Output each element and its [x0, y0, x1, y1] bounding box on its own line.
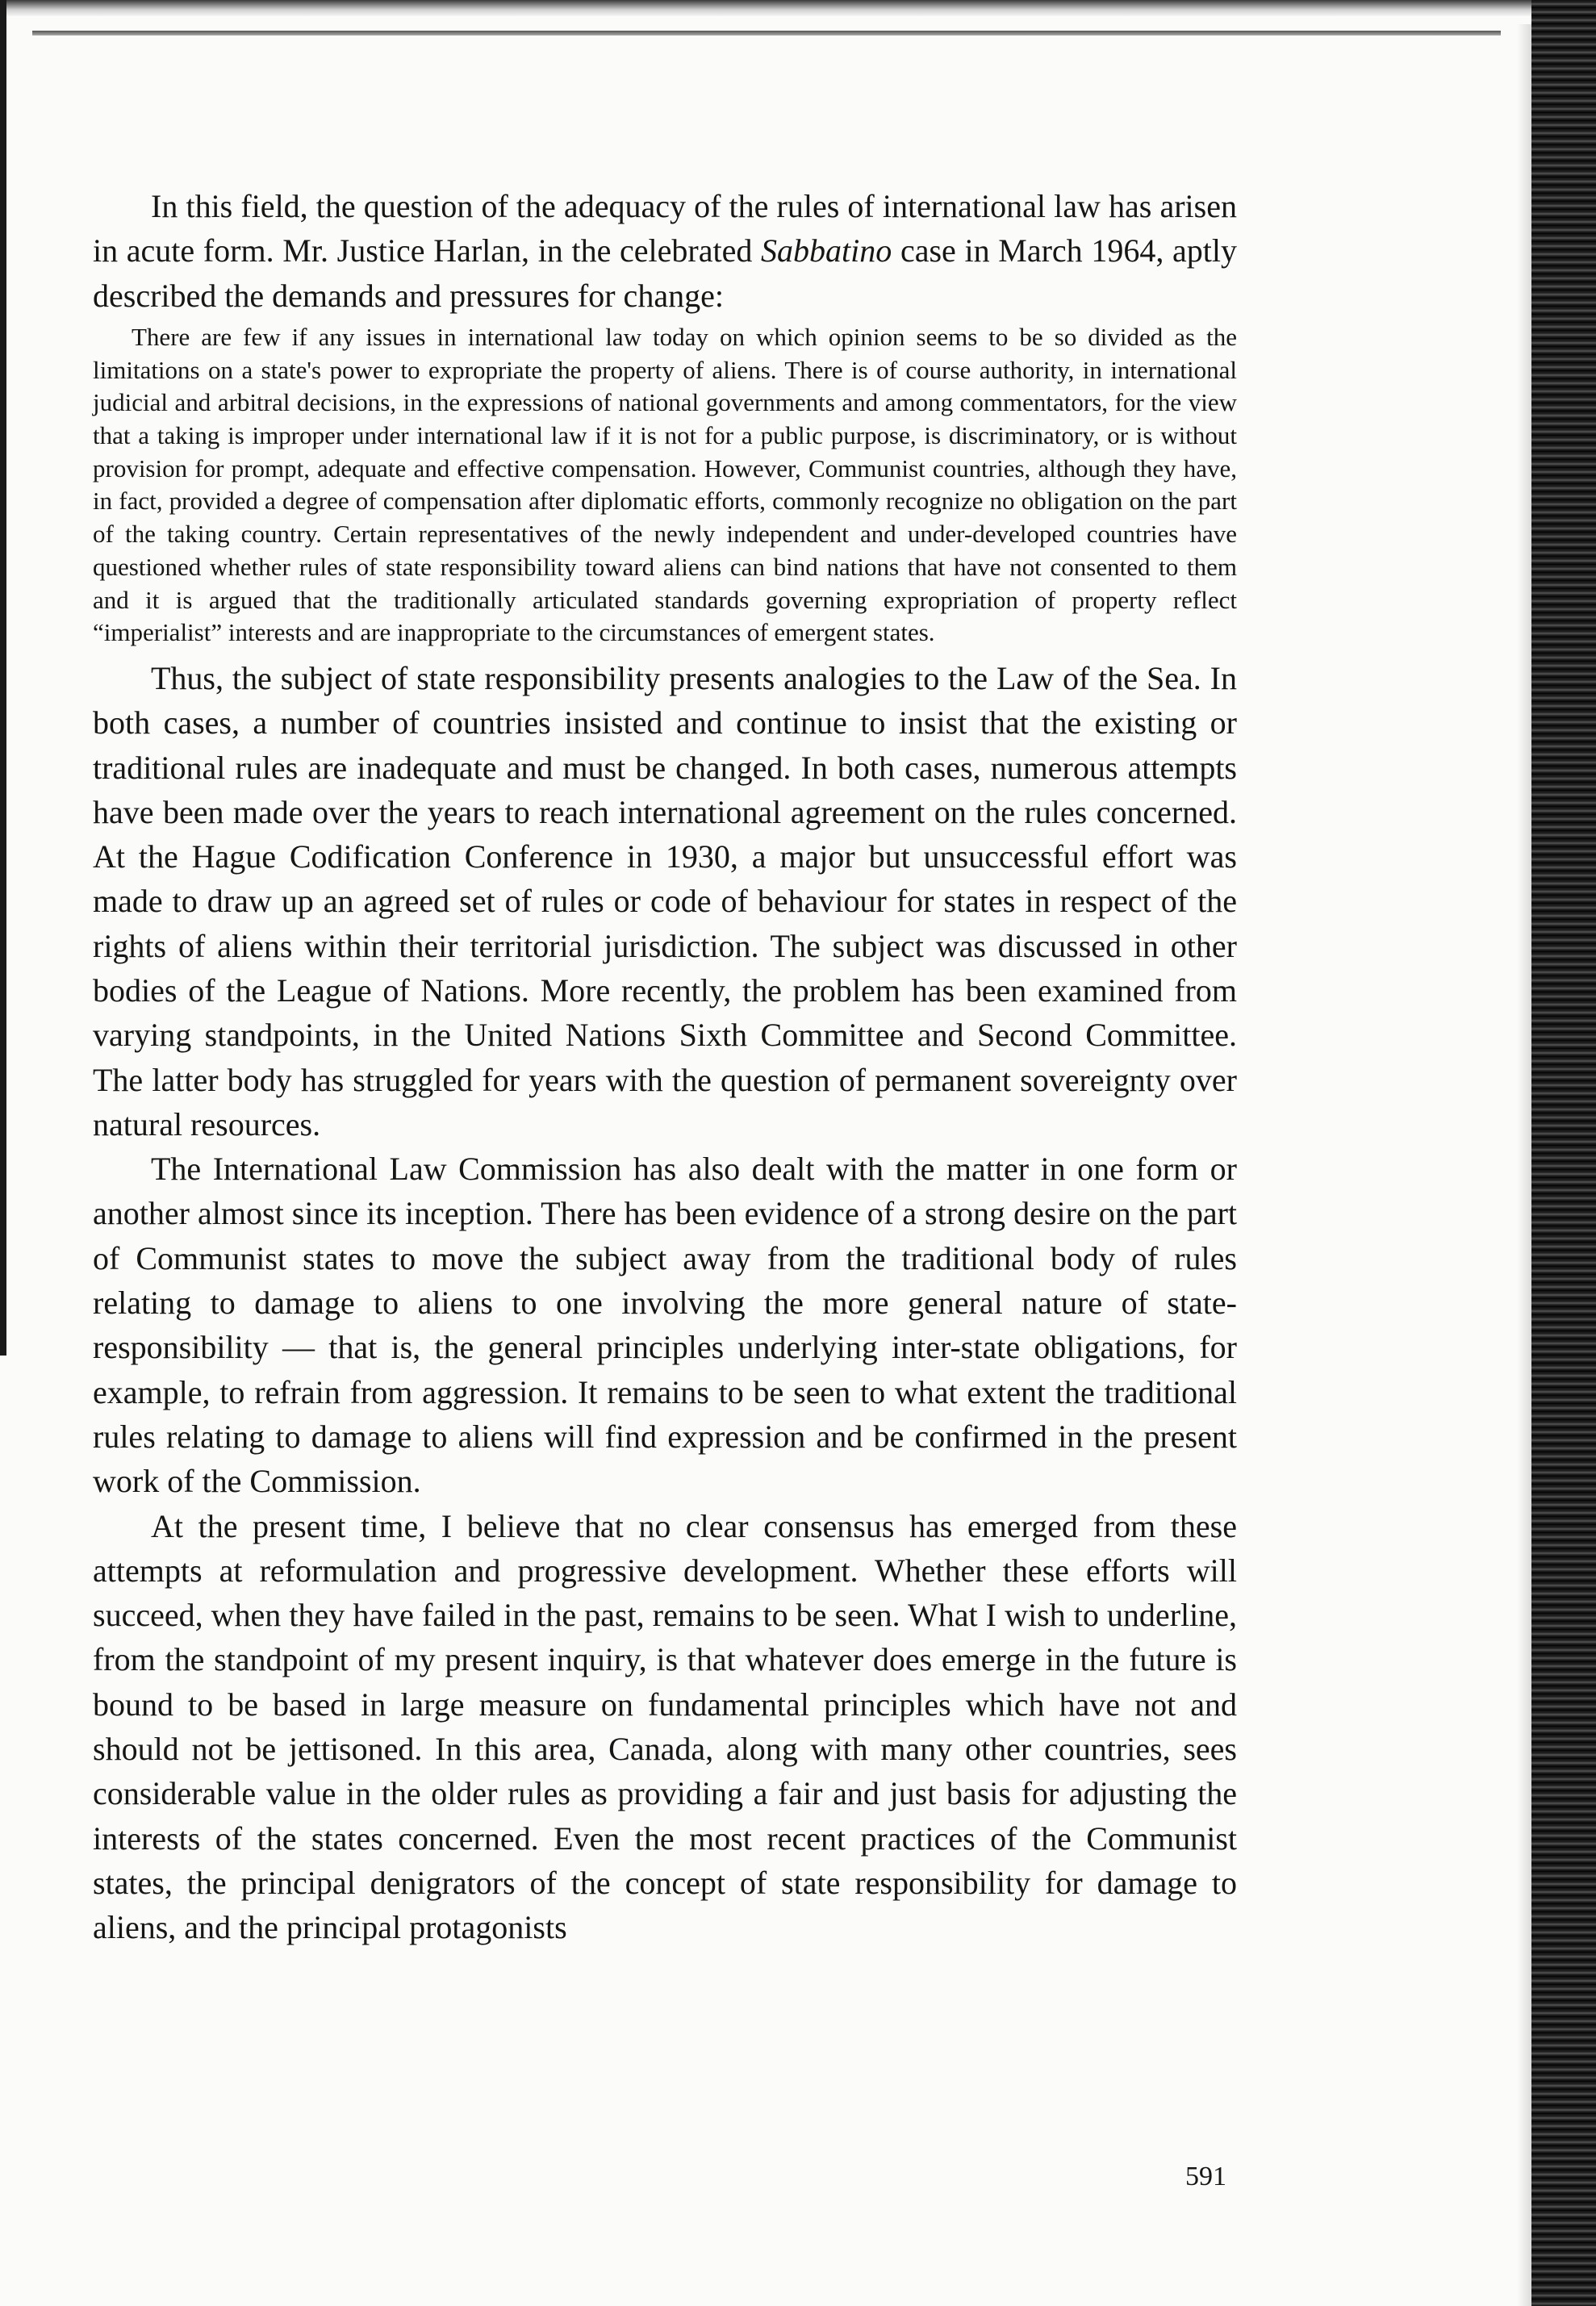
- scan-top-edge: [0, 0, 1596, 16]
- paragraph-4: At the present time, I believe that no clear consensus has emerged from these attempts at reformulation and progressive development. Whether these efforts will succeed, when they have failed in the past, remains to be seen. What I wish to underline, from the standpoint of my present inquiry, is that whatever does emerge in the future is bound to be based in large measure on fundamental principles which have not and should not be jettisoned. In this area, Canada, along with many other countries, sees considerable value in the older rules as providing a fair and just basis for adjusting the interests of the states concerned. Even the most recent practices of the Communist states, the principal denigrators of the concept of state responsibility for damage to aliens, and the principal protagonists: [93, 1507, 1237, 1946]
- paragraph-2: Thus, the subject of state responsibility presents analogies to the Law of the Sea. In both cases, a number of countries insisted and continue to insist that the existing or traditional rules are inadequate and must be changed. In both cases, numerous attempts have been made over the years to reach international agreement on the rules concerned. At the Hague Codification Conference in 1930, a major but unsuccessful effort was made to draw up an agreed set of rules or code of behaviour for states in respect of the rights of aliens within their territorial jurisdiction. The subject was discussed in other bodies of the League of Nations. More recently, the problem has been examined from varying standpoints, in the United Nations Sixth Committee and Second Committee. The latter body has struggled for years with the question of permanent sovereignty over natural resources.: [93, 659, 1237, 1143]
- paragraph-1-text-b: case in March 1964, aptly described the demands and pressures for change:: [93, 232, 1237, 314]
- paragraph-3: The International Law Commission has also dealt with the matter in one form or another almost since its inception. There has been evidence of a strong desire on the part of Communist states to move the subject away from the traditional body of rules relating to damage to aliens to one involving the more general nature of state-responsibility — that is, the general principles underlying inter-state obligations, for example, to refrain from aggression. It remains to be seen to what extent the traditional rules relating to damage to aliens will find expression and be confirmed in the present work of the Commission.: [93, 1151, 1237, 1500]
- page-body: [93, 184, 1237, 1950]
- scan-left-edge: [0, 0, 6, 1356]
- block-quotation: There are few if any issues in international law today on which opinion seems to be so divided as the limitations on a state's power to expropriate the property of aliens. There is of course authority, in international judicial and arbitral decisions, in the expressions of national governments and among commentators, for the view that a taking is improper under international law if it is not for a public purpose, is discriminatory, or is without provision for prompt, adequate and effective compensation. However, Communist countries, although they have, in fact, provided a degree of compensation after diplomatic efforts, commonly recognize no obligation on the part of the taking country. Certain representatives of the newly independent and under-developed countries have questioned whether rules of state responsibility toward aliens can bind nations that have not consented to them and it is argued that the traditionally articulated standards governing expropriation of property reflect “imperialist” interests and are inappropriate to the circumstances of emergent states.: [93, 322, 1237, 647]
- scan-right-edge: [1531, 0, 1596, 2306]
- paragraph-1-text-a: In this field, the question of the adequacy of the rules of international law has arisen in acute form. Mr. Justice Harlan, in the celebrated: [93, 188, 1237, 269]
- scan-top-rule: [32, 31, 1501, 36]
- paragraph-1: [93, 184, 1237, 318]
- case-name-italic: Sabbatino: [761, 232, 892, 269]
- page-number: 591: [1185, 2162, 1226, 2191]
- scan-right-gutter: [1517, 24, 1531, 2306]
